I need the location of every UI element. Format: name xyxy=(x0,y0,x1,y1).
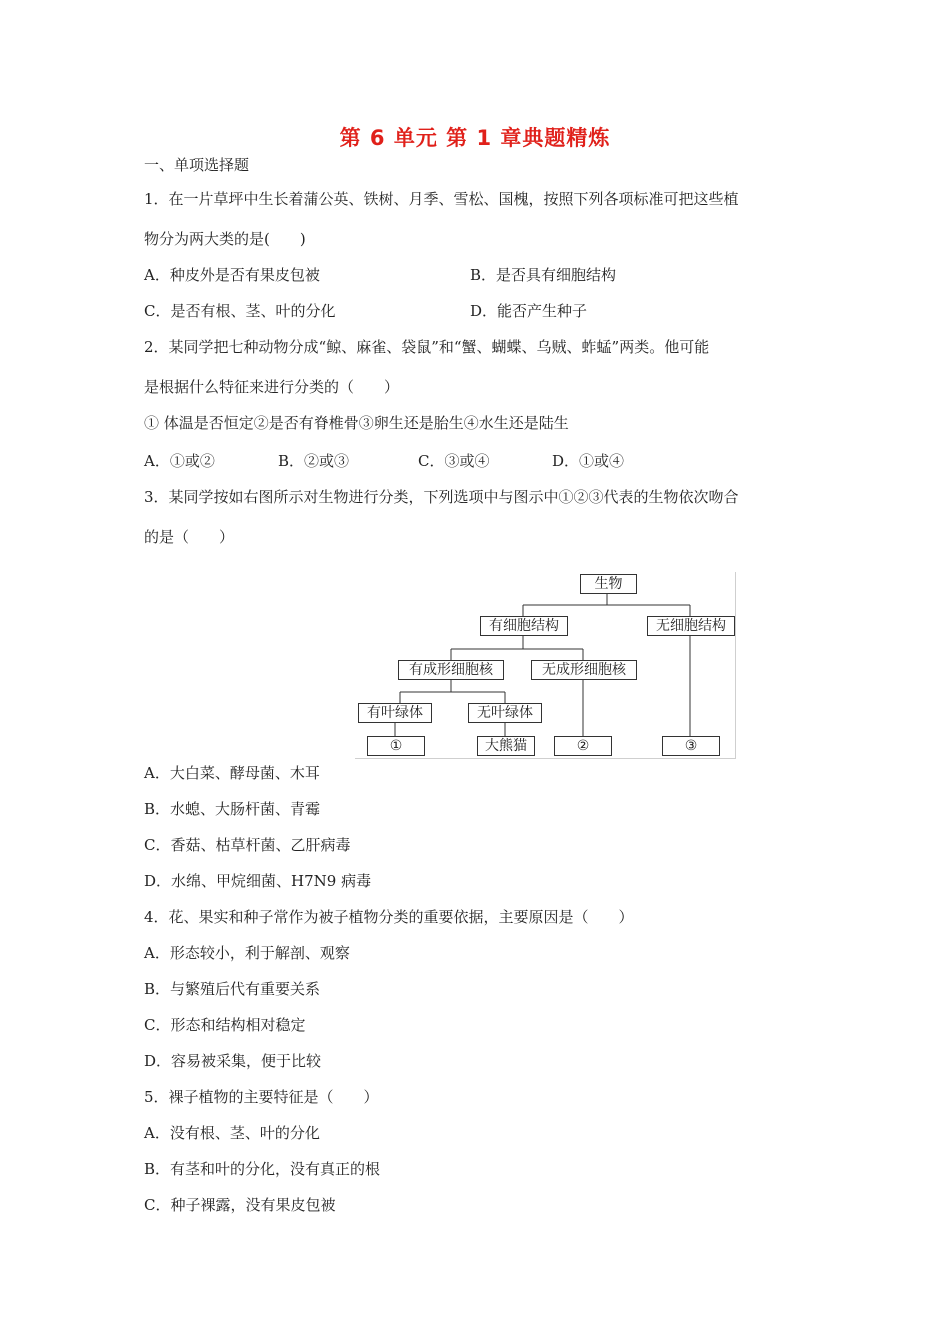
option-b[interactable]: B．有茎和叶的分化，没有真正的根 xyxy=(144,1160,381,1178)
section-heading: 一、单项选择题 xyxy=(144,156,250,174)
node-has-nucleus: 有成形细胞核 xyxy=(398,660,504,680)
question-2-stem: 2．某同学把七种动物分成“鲸、麻雀、袋鼠”和“蟹、蝴蝶、乌贼、蚱蜢”两类。他可能 xyxy=(144,338,710,356)
option-b[interactable]: B．②或③ xyxy=(278,452,350,470)
question-1-stem: 1．在一片草坪中生长着蒲公英、铁树、月季、雪松、国槐，按照下列各项标准可把这些植 xyxy=(144,190,739,208)
option-d[interactable]: D．水绵、甲烷细菌、H7N9 病毒 xyxy=(144,872,372,890)
question-3-stem: 3．某同学按如右图所示对生物进行分类，下列选项中与图示中①②③代表的生物依次吻合 xyxy=(144,488,739,506)
option-b[interactable]: B．是否具有细胞结构 xyxy=(470,266,617,284)
node-has-chloroplast: 有叶绿体 xyxy=(358,703,432,723)
option-a[interactable]: A．①或② xyxy=(144,452,215,470)
option-c[interactable]: C．种子裸露，没有果皮包被 xyxy=(144,1196,336,1214)
question-5-stem: 5．裸子植物的主要特征是（ ） xyxy=(144,1088,379,1106)
question-1-stem-cont: 物分为两大类的是( ) xyxy=(144,230,306,248)
question-2-stem-cont: 是根据什么特征来进行分类的（ ） xyxy=(144,378,400,396)
node-no-chloroplast: 无叶绿体 xyxy=(468,703,542,723)
option-c[interactable]: C．③或④ xyxy=(418,452,490,470)
leaf-panda: 大熊猫 xyxy=(477,736,535,756)
option-a[interactable]: A．没有根、茎、叶的分化 xyxy=(144,1124,320,1142)
node-no-cell-structure: 无细胞结构 xyxy=(647,616,735,636)
node-has-cell-structure: 有细胞结构 xyxy=(480,616,568,636)
question-3-stem-cont: 的是（ ） xyxy=(144,528,235,546)
option-c[interactable]: C．香菇、枯草杆菌、乙肝病毒 xyxy=(144,836,351,854)
option-d[interactable]: D．能否产生种子 xyxy=(470,302,588,320)
classification-diagram xyxy=(355,572,736,759)
leaf-2: ② xyxy=(554,736,612,756)
page-title: 第 6 单元 第 1 章典题精炼 xyxy=(339,126,611,150)
question-2-options xyxy=(144,451,744,471)
question-4-stem: 4．花、果实和种子常作为被子植物分类的重要依据，主要原因是（ ） xyxy=(144,908,634,926)
leaf-3: ③ xyxy=(662,736,720,756)
option-b[interactable]: B．水螅、大肠杆菌、青霉 xyxy=(144,800,321,818)
option-d[interactable]: D．容易被采集，便于比较 xyxy=(144,1052,322,1070)
option-d[interactable]: D．①或④ xyxy=(552,452,625,470)
option-c[interactable]: C．形态和结构相对稳定 xyxy=(144,1016,306,1034)
question-1-options-row1 xyxy=(144,265,844,285)
leaf-1: ① xyxy=(367,736,425,756)
option-a[interactable]: A．形态较小，利于解剖、观察 xyxy=(144,944,350,962)
question-1-options-row2 xyxy=(144,301,844,321)
option-b[interactable]: B．与繁殖后代有重要关系 xyxy=(144,980,321,998)
node-no-nucleus: 无成形细胞核 xyxy=(531,660,637,680)
option-a[interactable]: A．种皮外是否有果皮包被 xyxy=(144,266,320,284)
question-2-criteria: ① 体温是否恒定②是否有脊椎骨③卵生还是胎生④水生还是陆生 xyxy=(144,414,569,432)
option-c[interactable]: C．是否有根、茎、叶的分化 xyxy=(144,302,336,320)
node-organism: 生物 xyxy=(580,574,637,594)
option-a[interactable]: A．大白菜、酵母菌、木耳 xyxy=(144,764,320,782)
